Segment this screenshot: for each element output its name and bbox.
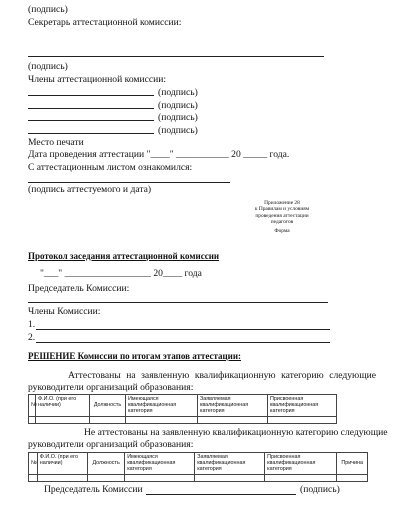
chair-line [28, 302, 328, 303]
table-header: Присвоенная квалификационная категория [268, 395, 337, 417]
member-item-1-number: 1. [28, 319, 36, 330]
table-header: Должность [90, 395, 126, 417]
table-row [29, 474, 368, 481]
table-header: Должность [88, 453, 125, 475]
attested-text-line2: руководители организаций образования: [28, 382, 194, 393]
member-item-2-number: 2. [28, 332, 36, 343]
members-committee-label: Члены Комиссии: [28, 306, 101, 317]
member-sign-caption: (подпись) [158, 87, 198, 98]
protocol-title: Протокол заседания аттестационной комиссии [28, 251, 220, 261]
table-header: Причина [337, 453, 368, 475]
attestee-signature-line [28, 182, 230, 183]
attested-text-line1: Аттестованы на заявленную квалификационную категорию следующие [68, 370, 376, 381]
table-header: Присвоенная квалификационная категория [265, 453, 337, 475]
signature-caption: (подпись) [28, 4, 68, 15]
attested-table [28, 394, 337, 424]
seal-place: Место печати [28, 137, 84, 148]
member-line [28, 95, 154, 96]
table-header: Заявляемая квалификационная категория [198, 395, 268, 417]
not-attested-text-line1: Не аттестованы на заявленную квалификационную категорию следующие [84, 427, 388, 438]
footer-chair-sign: (подпись) [300, 484, 340, 495]
member-line [28, 133, 154, 134]
member-sign-caption: (подпись) [158, 112, 198, 123]
secretary-label: Секретарь аттестационной комиссии: [28, 17, 182, 28]
table-header: Ф.И.О. (при его наличии) [36, 395, 90, 417]
table-header: Имеющаяся квалификационная категория [126, 395, 198, 417]
appendix-form: Форма [274, 227, 290, 234]
acquainted-label: С аттестационным листом ознакомился: [28, 162, 193, 173]
decision-title: РЕШЕНИЕ Комиссии по итогам этапов аттестации: [28, 351, 242, 361]
member-line [28, 108, 154, 109]
member-item-1-line [36, 329, 330, 330]
table-row [29, 416, 337, 423]
signature-caption: (подпись) [28, 61, 68, 72]
member-item-2-line [36, 342, 330, 343]
appendix-conduct: проведения аттестации [255, 212, 309, 219]
not-attested-table [28, 452, 368, 482]
table-header-row [29, 395, 337, 417]
appendix-rules: к Правилам и условиям [254, 206, 310, 213]
table-header: Заявляемая квалификационная категория [195, 453, 265, 475]
table-header: № [29, 395, 36, 417]
protocol-date: "___" __________________ 20____ года [40, 268, 202, 279]
member-line [28, 120, 154, 121]
secretary-signature-line [28, 56, 324, 57]
footer-chair-label: Председатель Комиссии [44, 484, 143, 495]
member-sign-caption: (подпись) [158, 125, 198, 136]
appendix-number: Приложение 28 [264, 200, 300, 206]
attestation-date: Дата проведения аттестации "____" ___________ 20 _____ года. [28, 149, 290, 160]
attestee-sign-caption: (подпись аттестуемого и дата) [28, 184, 152, 195]
appendix-teachers: педагогов [270, 219, 294, 226]
table-header: Имеющаяся квалификационная категория [125, 453, 195, 475]
appendix-block [232, 200, 332, 234]
table-header-row [29, 453, 368, 475]
members-label: Члены аттестационной комиссии: [28, 74, 167, 85]
chair-label: Председатель Комиссии: [28, 283, 130, 294]
table-header: № [29, 453, 38, 475]
member-sign-caption: (подпись) [158, 100, 198, 111]
not-attested-text-line2: руководители организаций образования: [28, 439, 194, 450]
footer-chair-line [146, 494, 296, 495]
table-header: Ф.И.О. (при его наличии) [37, 453, 87, 475]
